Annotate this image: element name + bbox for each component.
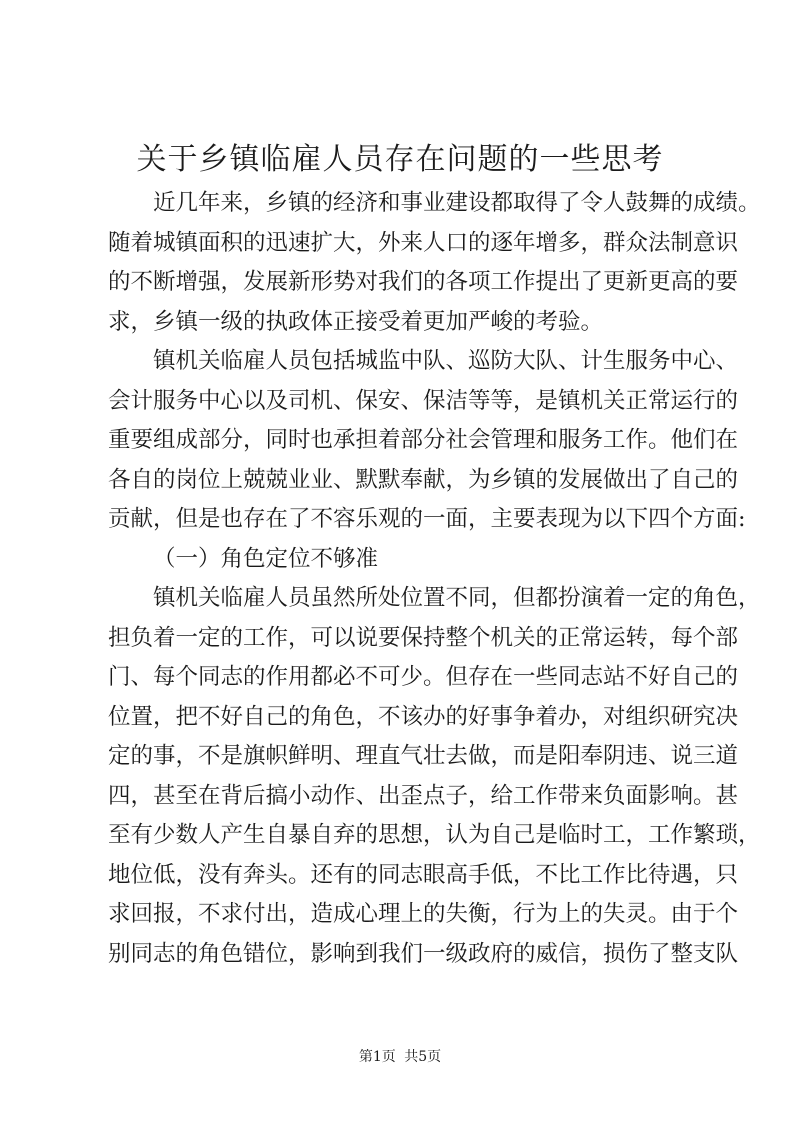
- page-footer: [0, 1047, 800, 1067]
- paragraph-3-line-7: 至有少数人产生自暴自弃的思想，认为自己是临时工，工作繁琐，: [108, 822, 761, 848]
- page-total: 共5页: [404, 1049, 442, 1065]
- paragraph-3-line-2: 担负着一定的工作，可以说要保持整个机关的正常运转，每个部: [108, 624, 739, 651]
- paragraph-2-line-3: 重要组成部分，同时也承担着部分社会管理和服务工作。他们在: [108, 427, 739, 453]
- paragraph-3-line-3: 门、每个同志的作用都必不可少。但存在一些同志站不好自己的: [108, 664, 739, 690]
- paragraph-3-line-6: 四，甚至在背后搞小动作、出歪点子，给工作带来负面影响。甚: [108, 782, 739, 809]
- paragraph-2-line-5: 贡献，但是也存在了不容乐观的一面，主要表现为以下四个方面:: [108, 506, 746, 532]
- paragraph-3-line-1: 镇机关临雇人员虽然所处位置不同，但都扮演着一定的角色，: [153, 585, 761, 611]
- paragraph-2-line-2: 会计服务中心以及司机、保安、保洁等等，是镇机关正常运行的: [108, 387, 739, 414]
- paragraph-3-line-10: 别同志的角色错位，影响到我们一级政府的威信，损伤了整支队: [108, 940, 739, 967]
- paragraph-1-line-1: 近几年来，乡镇的经济和事业建设都取得了令人鼓舞的成绩。: [153, 190, 761, 216]
- paragraph-2-line-4: 各自的岗位上兢兢业业、默默奉献，为乡镇的发展做出了自己的: [108, 466, 739, 493]
- paragraph-3-line-8: 地位低，没有奔头。还有的同志眼高手低，不比工作比待遇，只: [108, 861, 739, 888]
- page-number: 第1页: [358, 1049, 396, 1065]
- document-body: [108, 184, 761, 974]
- paragraph-3-line-5: 定的事，不是旗帜鲜明、理直气壮去做，而是阳奉阴违、说三道: [108, 743, 739, 769]
- paragraph-1-line-4: 求，乡镇一级的执政体正接受着更加严峻的考验。: [108, 308, 604, 335]
- paragraph-1-line-3: 的不断增强，发展新形势对我们的各项工作提出了更新更高的要: [108, 269, 739, 295]
- paragraph-2-line-1: 镇机关临雇人员包括城监中队、巡防大队、计生服务中心、: [153, 348, 739, 374]
- paragraph-3-line-4: 位置，把不好自己的角色，不该办的好事争着办，对组织研究决: [108, 703, 739, 730]
- document-title: 关于乡镇临雇人员存在问题的一些思考: [136, 142, 664, 177]
- section-heading-1: （一）角色定位不够准: [153, 545, 379, 572]
- paragraph-3-line-9: 求回报，不求付出，造成心理上的失衡，行为上的失灵。由于个: [108, 901, 739, 927]
- paragraph-1-line-2: 随着城镇面积的迅速扩大，外来人口的逐年增多，群众法制意识: [108, 229, 739, 256]
